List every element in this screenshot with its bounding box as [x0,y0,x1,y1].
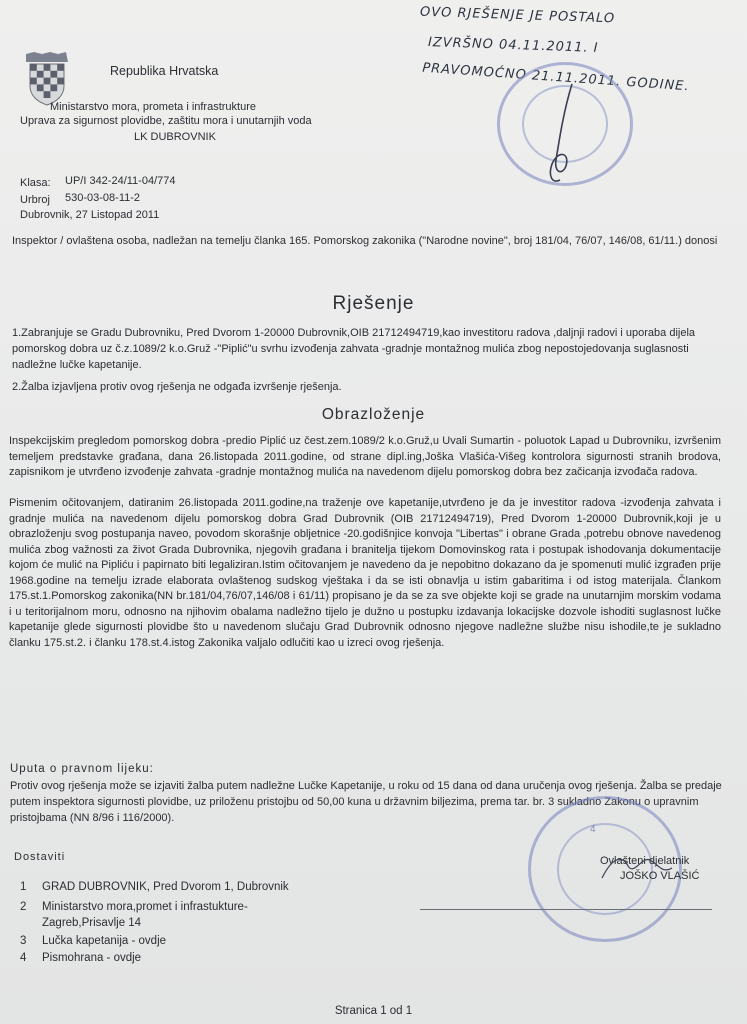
coat-of-arms-icon [24,52,70,106]
klasa-value: UP/I 342-24/11-04/774 [65,175,176,187]
delivery-item-3-num: 3 [20,935,27,947]
delivery-item-1-num: 1 [20,881,27,893]
signatory-name: JOŠKO VLAŠIĆ [620,870,700,882]
reasoning-paragraph-1: Inspekcijskim pregledom pomorskog dobra -predio Piplić uz čest.zem.1089/2 k.o.Gruž,u Uvali Sumartin - poluotok Lapad u Dubrovniku, izvršenim temeljem predstavke građana, dana 26.listopada 2011.godine, od strane dipl.ing,Joška Vlašića-Višeg kontrolora sigurnosti stranih brodova, zapisnikom je utvrđeno izvođenje zahvata -gradnje montažnog mulića na navedenom dijelu pomorskog dobra bez začicanja izvođača radova. [9,435,721,478]
office-name: LK DUBROVNIK [134,131,216,143]
signature-line [420,909,712,910]
signatory-role: Ovlašteni djelatnik [600,855,690,867]
reasoning-title: Obrazloženje [321,406,426,423]
delivery-item-1-text: GRAD DUBROVNIK, Pred Dvorom 1, Dubrovnik [42,881,289,893]
decision-point-2: 2.Žalba izjavljena protiv ovog rješenja ne odgađa izvršenje rješenja. [12,381,342,393]
urbroj-label: Urbroj [20,194,50,206]
delivery-item-4-text: Pismohrana - ovdje [42,952,142,964]
klasa-label: Klasa: [20,177,51,189]
ministry-name: Ministarstvo mora, prometa i infrastrukture [50,101,257,113]
delivery-title: Dostaviti [14,851,66,863]
delivery-item-4-num: 4 [20,952,27,964]
directorate-name: Uprava za sigurnost plovidbe, zaštitu mora i unutarnjih voda [20,115,312,127]
country-name: Republika Hrvatska [110,64,219,78]
handwritten-line-1: OVO RJEŠENJE JE POSTALO [419,4,616,27]
legal-remedy-text: Protiv ovog rješenja može se izjaviti žalba putem nadležne Lučke Kapetanije, u roku od 15 dana od dana uručenja ovog rješenja. Žalba se predaje putem inspektora sigurnosti plovidbe, uz priloženu pristojbu od 50,00 kuna u državnim biljezima, prema tar. br. 3 sukladno Zakonu o upravnim pristojbama (NN 8/96 i 116/2000). [10,780,722,824]
decision-point-1: 1.Zabranjuje se Gradu Dubrovniku, Pred Dvorom 1-20000 Dubrovnik,OIB 21712494719,kao investitoru radova ,daljnji radovi i uporaba dijela pomorskog dobra uz č.z.1089/2 k.o.Gruž -"Piplić"u svrhu izvođenja zahvata -gradnje montažnog mulića zbog nepostojedovanja suglasnosti nadležne lučke kapetanije. [12,327,696,371]
reasoning-paragraph-2: Pismenim očitovanjem, datiranim 26.listopada 2011.godine,na traženje ove kapetanije,utvrđeno je da je investitor radova -izvođenja zahvata i gradnje mulića na navedenom dijelu pomorskog dobra Grad Dubrovnik (OIB 21712494719), Pred Dvorom 1-20000 Dubrovnik,koji je u obrazloženju svog postupanja naveo, povodom skorašnje obljetnice -20.godišnjice konvoja "Libertas" i obrane Grada ,potrebu obnove navedenog mulića zbog važnosti za život Grada Dubrovnika, njegovih građana i branitelja tijekom Domovinskog rata i postupak ishodovanja dokumentacije kojom će mulić na Pipliću i papirnato biti legaliziran.Istim očitovanjem je navedeno da je nepobitno dokazano da je spomenuti mulić izgrađen prije 1968.godine na temelju izrade elaborata ovlaštenog sudskog vještaka i da se isti obnavlja u istim gabaritima i od istog materijala. Člankom 175.st.1.Pomorskog zakonika(NN br.181/04,76/07,146/08 i 61/11) propisano je da se za sve objekte koji se grade na unutarnjim morskim vodama i u teritorijalnom moru, odnosno na njihovim obalama nadležno tijelo je dužno u postupku izdavanja lokacijske dozvole ishoditi suglasnost lučke kapetanije glede sigurnosti plovidbe što u navedenom slučaju Grad Dubrovnik odnosno njegove nadležne službe nisu ishodile,te je sukladno članku 175.st.2. i članku 178.st.4.istog Zakonika valjalo odlučiti kao u izreci ovog rješenja. [9,497,721,649]
signature-scribble-top [538,80,588,190]
document-title: Rješenje [332,293,415,314]
urbroj-value: 530-03-08-11-2 [65,192,141,204]
intro-text: Inspektor / ovlaštena osoba, nadležan na temelju članka 165. Pomorskog zakonika ("Narodne novine", broj 181/04, 76/07, 146/08, 61/11.) donosi [12,235,718,247]
delivery-item-2-text: Ministarstvo mora,promet i infrastukture- [42,901,248,913]
delivery-item-3-text: Lučka kapetanija - ovdje [42,935,167,947]
stamp-number: 4 [590,824,596,835]
page-footer: Stranica 1 od 1 [334,1005,413,1017]
legal-remedy-title: Uputa o pravnom lijeku: [10,763,154,775]
handwritten-line-2: IZVRŠNO 04.11.2011. I [427,35,599,56]
signature-scribble-bottom [598,848,678,888]
place-date: Dubrovnik, 27 Listopad 2011 [20,209,160,221]
delivery-item-2-num: 2 [20,901,27,913]
handwritten-line-3: PRAVOMOĆNO 21.11.2011. GODINE. [421,60,690,95]
delivery-item-2-text-line2: Zagreb,Prisavlje 14 [42,917,142,929]
